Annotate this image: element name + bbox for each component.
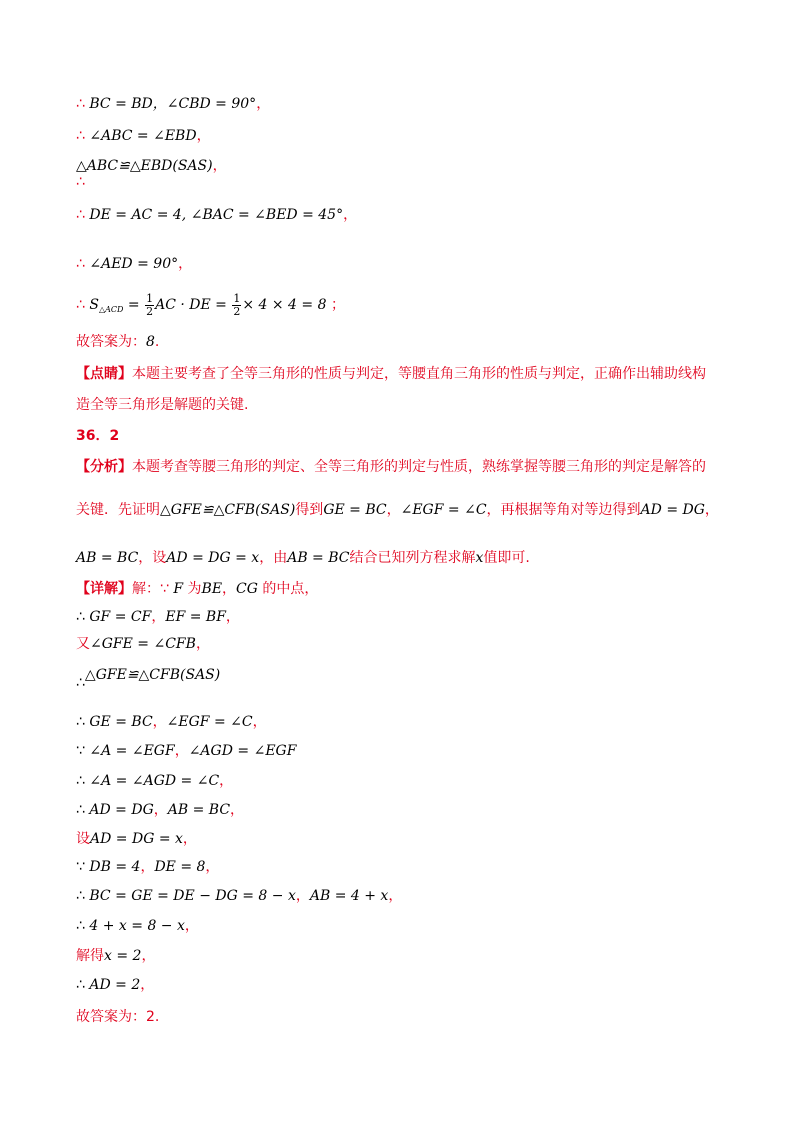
detail-line: ∴ BC = GE = DE − DG = 8 − x，AB = 4 + x， xyxy=(76,888,403,904)
solution-line: ∴ ∠ABC = ∠EBD， xyxy=(76,128,211,144)
solution-line: ∴ ∠AED = 90°， xyxy=(76,256,193,272)
math-expression: ∠AED = 90° xyxy=(89,256,179,272)
detail-line: 【详解】解：∵ F 为BE，CG 的中点， xyxy=(76,581,319,597)
solution-line: ∴ DE = AC = 4, ∠BAC = ∠BED = 45°， xyxy=(76,207,358,223)
answer-line: 故答案为：8. xyxy=(76,334,160,350)
comment-line: 造全等三角形是解题的关键. xyxy=(76,397,249,413)
comment-line: 【点睛】本题主要考查了全等三角形的性质与判定，等腰直角三角形的性质与判定，正确作出辅助线构 xyxy=(76,366,706,382)
problem-number: 36．2 xyxy=(76,428,120,444)
analysis-tag: 【分析】 xyxy=(76,459,132,475)
detail-line: 解得x = 2， xyxy=(76,948,156,964)
solution-marker: ∴ xyxy=(76,174,85,190)
detail-line: ∴ AD = DG，AB = BC， xyxy=(76,802,245,818)
detail-line: ∵ ∠A = ∠EGF，∠AGD = ∠EGF xyxy=(76,743,297,759)
detail-line: 又∠GFE = ∠CFB， xyxy=(76,636,210,652)
detail-line: ∴ 4 + x = 8 − x， xyxy=(76,918,199,934)
comment-tag: 【点睛】 xyxy=(76,366,132,382)
math-expression: △ABC≌△EBD(SAS) xyxy=(76,158,213,174)
answer-line: 故答案为：2. xyxy=(76,1009,160,1025)
analysis-line: AB = BC，设AD = DG = x，由AB = BC结合已知列方程求解x值即可. xyxy=(76,550,530,566)
math-expression: BC = BD，∠CBD = 90° xyxy=(89,96,257,112)
detail-line: ∴ GE = BC，∠EGF = ∠C， xyxy=(76,714,267,730)
solution-line: ∴ $S_{\triangle ACD}$ = $\frac{1}{2}$ AC · DE = $\frac{1}{2}$ × 4 × 4 = 8 ； xyxy=(76,291,345,318)
detail-line: ∴ ∠A = ∠AGD = ∠C， xyxy=(76,773,234,789)
analysis-line: 【分析】本题考查等腰三角形的判定、全等三角形的判定与性质，熟练掌握等腰三角形的判定是解答的 xyxy=(76,459,706,475)
math-expression: DE = AC = 4, ∠BAC = ∠BED = 45° xyxy=(89,207,344,223)
detail-line: ∵ DB = 4，DE = 8， xyxy=(76,859,220,875)
detail-line: ∴ GF = CF，EF = BF， xyxy=(76,609,240,625)
detail-line: ∴△GFE≌△CFB(SAS) xyxy=(76,667,221,691)
detail-line: 设AD = DG = x， xyxy=(76,831,197,847)
math-expression: ∠ABC = ∠EBD xyxy=(89,128,197,144)
analysis-line: 关键．先证明△GFE≌△CFB(SAS)得到GE = BC，∠EGF = ∠C，再根据等角对等边得到AD = DG， xyxy=(76,502,719,518)
detail-tag: 【详解】 xyxy=(76,581,132,597)
solution-line: △ABC≌△EBD(SAS)， xyxy=(76,158,227,174)
detail-line: ∴ AD = 2， xyxy=(76,977,155,993)
solution-line: ∴ BC = BD，∠CBD = 90°， xyxy=(76,96,271,112)
math-expression: $S_{\triangle ACD}$ = $\frac{1}{2}$ AC · DE = $\frac{1}{2}$ × 4 × 4 = 8 xyxy=(89,291,327,318)
